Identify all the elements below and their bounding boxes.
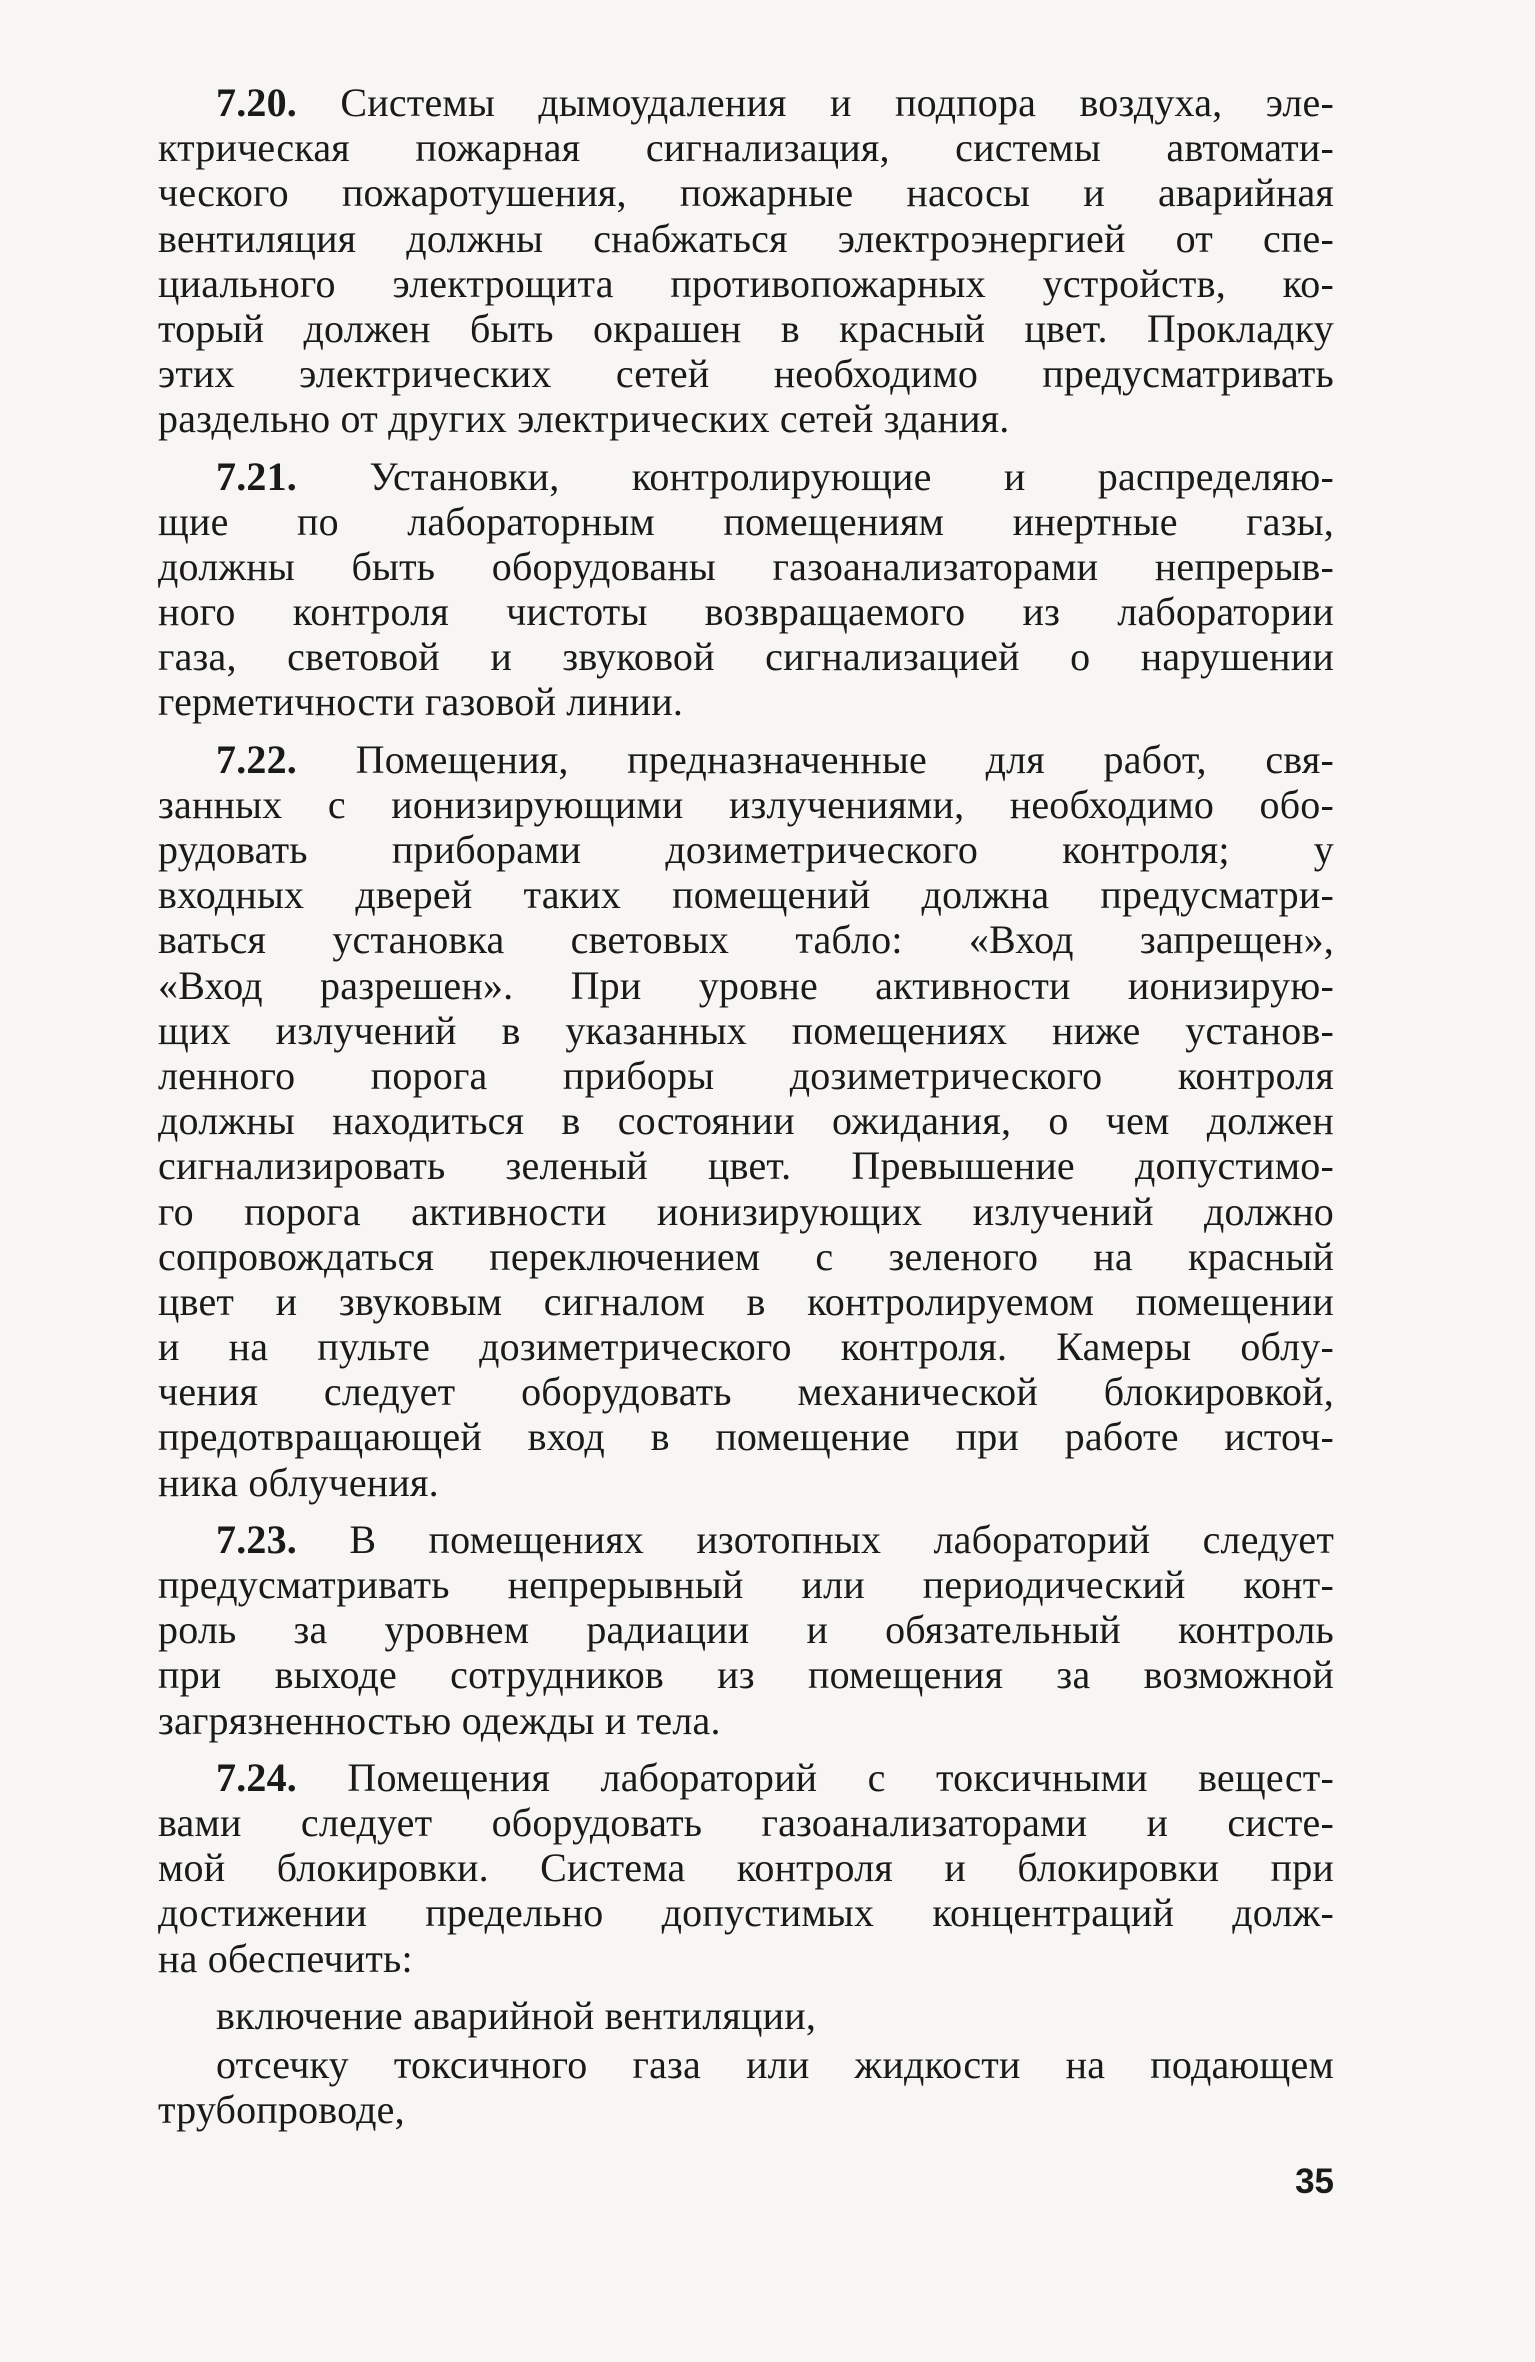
line-text: должны быть оборудованы газоанализаторами непрерыв- <box>158 543 1334 589</box>
text-line <box>158 80 1334 125</box>
text-line <box>158 963 1334 1008</box>
text-line <box>158 2087 1334 2132</box>
text-line <box>158 351 1334 396</box>
text-line <box>158 1279 1334 1324</box>
page-number: 35 <box>1295 2162 1334 2201</box>
text-line <box>158 589 1334 634</box>
text-line <box>158 2042 1334 2087</box>
section-number: 7.21. <box>216 453 297 499</box>
text-line <box>158 125 1334 170</box>
line-text: предусматривать непрерывный или периодический конт- <box>158 1562 1334 1607</box>
line-text: циального электрощита противопожарных устройств, ко- <box>158 260 1334 306</box>
text-line <box>158 499 1334 544</box>
text-line <box>158 1936 1334 1981</box>
line-text: мой блокировки. Система контроля и блокировки при <box>158 1845 1334 1891</box>
text-line <box>158 216 1334 261</box>
line-text: вами следует оборудовать газоанализаторами и систе- <box>158 1799 1334 1845</box>
text-line <box>158 679 1334 724</box>
line-text: роль за уровнем радиации и обязательный контроль <box>158 1607 1334 1653</box>
text-line <box>158 1098 1334 1143</box>
text-line <box>158 1652 1334 1697</box>
line-text: сигнализировать зеленый цвет. Превышение допустимо- <box>158 1143 1334 1189</box>
text-line <box>158 1324 1334 1369</box>
text-line <box>158 261 1334 306</box>
body-text <box>158 80 1334 2132</box>
line-text: Установки, контролирующие и распределяю- <box>369 453 1335 499</box>
section-number: 7.20. <box>216 80 297 125</box>
text-line <box>158 1890 1334 1935</box>
text-line <box>158 872 1334 917</box>
text-line <box>158 1053 1334 1098</box>
line-text: «Вход разрешен». При уровне активности ионизирую- <box>158 962 1334 1008</box>
line-text: ленного порога приборы дозиметрического контроля <box>158 1052 1334 1098</box>
line-text: загрязненностью одежды и тела. <box>158 1697 721 1743</box>
text-line <box>158 1698 1334 1743</box>
section-number: 7.22. <box>216 736 297 782</box>
line-text: ктрическая пожарная сигнализация, системы автомати- <box>158 125 1334 171</box>
text-line <box>158 1414 1334 1459</box>
line-text: герметичности газовой линии. <box>158 679 684 725</box>
line-text: вентиляция должны снабжаться электроэнергией от спе- <box>158 215 1334 261</box>
line-text: цвет и звуковым сигналом в контролируемом помещении <box>158 1278 1334 1324</box>
text-line <box>158 1189 1334 1234</box>
paragraph <box>158 454 1334 725</box>
line-text: сопровождаться переключением с зеленого на красный <box>158 1233 1334 1279</box>
line-text: включение аварийной вентиляции, <box>216 1992 817 2038</box>
section-number: 7.23. <box>216 1516 297 1562</box>
text-line <box>158 1562 1334 1607</box>
line-text: Помещения, предназначенные для работ, свя- <box>355 736 1334 782</box>
line-text: ческого пожаротушения, пожарные насосы и аварийная <box>158 170 1334 216</box>
line-text: отсечку токсичного газа или жидкости на подающем <box>216 2041 1334 2087</box>
line-text: и на пульте дозиметрического контроля. Камеры облу- <box>158 1324 1334 1370</box>
line-text: при выходе сотрудников из помещения за возможной <box>158 1652 1334 1698</box>
line-text: должны находиться в состоянии ожидания, о чем должен <box>158 1098 1334 1144</box>
line-text: В помещениях изотопных лабораторий следует <box>349 1516 1334 1562</box>
line-text: рудовать приборами дозиметрического контроля; у <box>158 827 1334 872</box>
text-line <box>158 917 1334 962</box>
line-text: достижении предельно допустимых концентраций долж- <box>158 1890 1334 1936</box>
line-text: газа, световой и звуковой сигнализацией о нарушении <box>158 634 1334 680</box>
line-text: входных дверей таких помещений должна предусматри- <box>158 872 1334 918</box>
line-text: ваться установка световых табло: «Вход запрещен», <box>158 917 1334 963</box>
text-line <box>158 306 1334 351</box>
text-line <box>158 1517 1334 1562</box>
line-text: предотвращающей вход в помещение при работе источ- <box>158 1414 1334 1460</box>
text-line <box>158 1755 1334 1800</box>
line-text: на обеспечить: <box>158 1935 413 1981</box>
paragraph <box>158 737 1334 1505</box>
text-line <box>158 1369 1334 1414</box>
text-line <box>158 737 1334 782</box>
text-line <box>158 782 1334 827</box>
line-text: чения следует оборудовать механической блокировкой, <box>158 1369 1334 1415</box>
paragraph <box>158 2042 1334 2132</box>
paragraph <box>158 1517 1334 1743</box>
line-text: этих электрических сетей необходимо предусматривать <box>158 351 1334 397</box>
line-text: щие по лабораторным помещениям инертные газы, <box>158 498 1334 544</box>
line-text: Системы дымоудаления и подпора воздуха, эле- <box>340 80 1334 125</box>
line-text: занных с ионизирующими излучениями, необходимо обо- <box>158 781 1334 827</box>
text-line <box>158 1845 1334 1890</box>
paragraph <box>158 1993 1334 2038</box>
text-line <box>158 170 1334 215</box>
text-line <box>158 1607 1334 1652</box>
text-line <box>158 1234 1334 1279</box>
text-line <box>158 1008 1334 1053</box>
text-line <box>158 827 1334 872</box>
line-text: ного контроля чистоты возвращаемого из лаборатории <box>158 589 1334 635</box>
line-text: Помещения лабораторий с токсичными вещест- <box>347 1754 1334 1800</box>
text-line <box>158 1460 1334 1505</box>
line-text: трубопроводе, <box>158 2087 405 2133</box>
text-line <box>158 634 1334 679</box>
paragraph <box>158 80 1334 442</box>
text-line <box>158 544 1334 589</box>
line-text: раздельно от других электрических сетей здания. <box>158 396 1010 442</box>
paragraph <box>158 1755 1334 1981</box>
text-line <box>158 454 1334 499</box>
text-line <box>158 1143 1334 1188</box>
section-number: 7.24. <box>216 1754 297 1800</box>
text-line <box>158 396 1334 441</box>
line-text: го порога активности ионизирующих излучений должно <box>158 1188 1334 1234</box>
line-text: ника облучения. <box>158 1459 439 1505</box>
line-text: торый должен быть окрашен в красный цвет. Прокладку <box>158 305 1334 351</box>
text-line <box>158 1800 1334 1845</box>
text-line <box>158 1993 1334 2038</box>
line-text: щих излучений в указанных помещениях ниже установ- <box>158 1007 1334 1053</box>
